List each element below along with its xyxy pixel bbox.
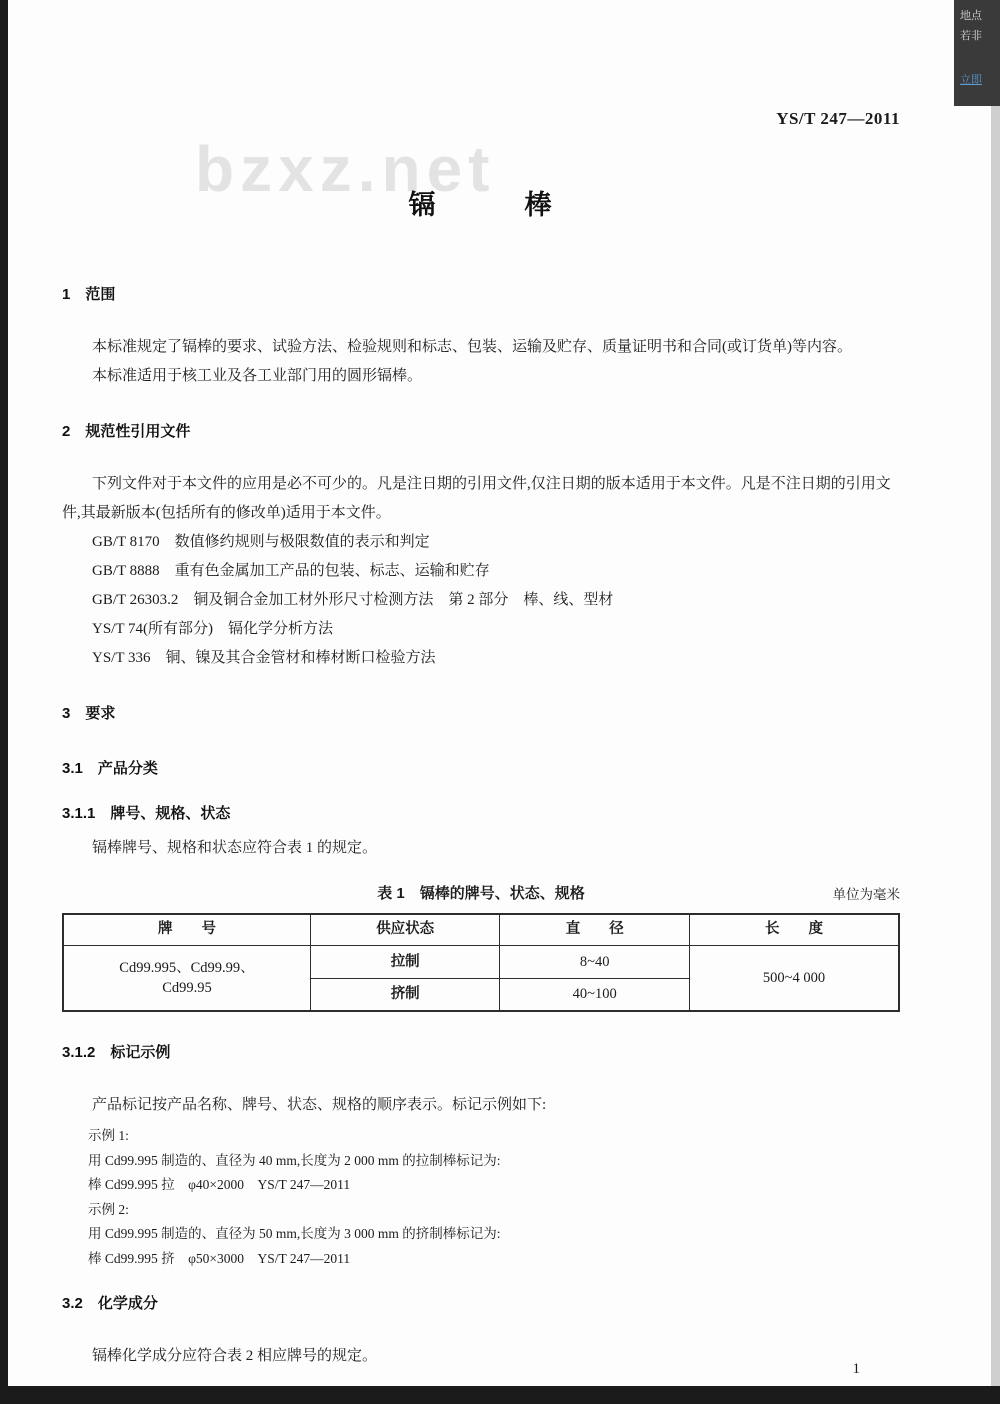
- table-1-length-cell: 500~4 000: [689, 945, 899, 1011]
- reference-item: YS/T 74(所有部分) 镉化学分析方法: [92, 621, 333, 637]
- left-edge-strip: [0, 0, 8, 1404]
- table-1-diameter-cell: 8~40: [500, 945, 690, 978]
- table-1-header-diameter: 直 径: [500, 914, 690, 945]
- example-2-label: 示例 2:: [88, 1201, 129, 1217]
- table-1-brand-cell: [63, 945, 310, 1011]
- side-panel-link[interactable]: 立即: [960, 74, 982, 86]
- example-1-marking: 棒 Cd99.995 拉 φ40×2000 YS/T 247—2011: [88, 1177, 351, 1192]
- watermark: bzxz.net: [195, 133, 496, 205]
- example-block: [88, 1124, 900, 1271]
- table-1-header-brand: 牌 号: [63, 914, 310, 945]
- side-panel-text-2: 若非: [960, 30, 982, 42]
- reference-item: YS/T 336 铜、镍及其合金管材和棒材断口检验方法: [92, 650, 436, 666]
- standard-code: YS/T 247—2011: [776, 109, 900, 128]
- section-2-heading: 2 规范性引用文件: [62, 423, 191, 440]
- table-row: [63, 945, 899, 978]
- section-1-heading: 1 范围: [62, 286, 116, 303]
- bottom-toolbar-strip: [0, 1386, 1000, 1404]
- table-1: [62, 913, 900, 1012]
- example-1-description: 用 Cd99.995 制造的、直径为 40 mm,长度为 2 000 mm 的拉制棒标记为:: [88, 1152, 501, 1168]
- table-1-state-cell: 挤制: [310, 978, 499, 1011]
- example-2-description: 用 Cd99.995 制造的、直径为 50 mm,长度为 3 000 mm 的挤制棒标记为:: [88, 1226, 501, 1241]
- example-2-marking: 棒 Cd99.995 挤 φ50×3000 YS/T 247—2011: [88, 1250, 351, 1266]
- document-title: 镉 棒: [408, 190, 554, 220]
- table-1-state-cell: 拉制: [310, 945, 499, 978]
- table-1-header-state: 供应状态: [310, 914, 499, 945]
- side-panel-text-1: 地点: [960, 10, 982, 22]
- section-3-1-1-paragraph: 镉棒牌号、规格和状态应符合表 1 的规定。: [92, 840, 378, 856]
- example-1-label: 示例 1:: [88, 1128, 129, 1143]
- side-panel: [954, 0, 1000, 106]
- table-1-caption-row: [62, 879, 900, 905]
- reference-item: GB/T 26303.2 铜及铜合金加工材外形尺寸检测方法 第 2 部分 棒、线、型材: [92, 592, 614, 608]
- right-edge-strip: [991, 0, 1000, 1404]
- reference-item: GB/T 8170 数值修约规则与极限数值的表示和判定: [92, 534, 430, 550]
- table-1-header-row: [63, 914, 899, 945]
- section-2-paragraph-1: 下列文件对于本文件的应用是必不可少的。凡是注日期的引用文件,仅注日期的版本适用于本文件。凡是不注日期的引用文件,其最新版本(包括所有的修改单)适用于本文件。: [62, 476, 891, 521]
- brand-line-2: Cd99.95: [162, 979, 212, 996]
- section-3-heading: 3 要求: [62, 705, 116, 722]
- section-3-1-2-paragraph: 产品标记按产品名称、牌号、状态、规格的顺序表示。标记示例如下:: [92, 1097, 547, 1113]
- brand-line-1: Cd99.995、Cd99.99、: [119, 959, 255, 976]
- page-number: 1: [852, 1361, 860, 1377]
- section-3-1-2-heading: 3.1.2 标记示例: [62, 1044, 171, 1061]
- table-1-diameter-cell: 40~100: [500, 978, 690, 1011]
- section-1-paragraph-1: 本标准规定了镉棒的要求、试验方法、检验规则和标志、包装、运输及贮存、质量证明书和合同(或订货单)等内容。: [92, 339, 852, 355]
- section-3-2-paragraph: 镉棒化学成分应符合表 2 相应牌号的规定。: [92, 1348, 378, 1364]
- table-1-caption: 表 1 镉棒的牌号、状态、规格: [377, 885, 585, 902]
- section-3-1-heading: 3.1 产品分类: [62, 760, 158, 777]
- table-1-header-length: 长 度: [689, 914, 899, 945]
- table-1-unit: 单位为毫米: [832, 887, 900, 902]
- section-3-1-1-heading: 3.1.1 牌号、规格、状态: [62, 805, 231, 822]
- section-3-2-heading: 3.2 化学成分: [62, 1295, 158, 1312]
- reference-item: GB/T 8888 重有色金属加工产品的包装、标志、运输和贮存: [92, 563, 490, 579]
- section-1-paragraph-2: 本标准适用于核工业及各工业部门用的圆形镉棒。: [92, 368, 423, 384]
